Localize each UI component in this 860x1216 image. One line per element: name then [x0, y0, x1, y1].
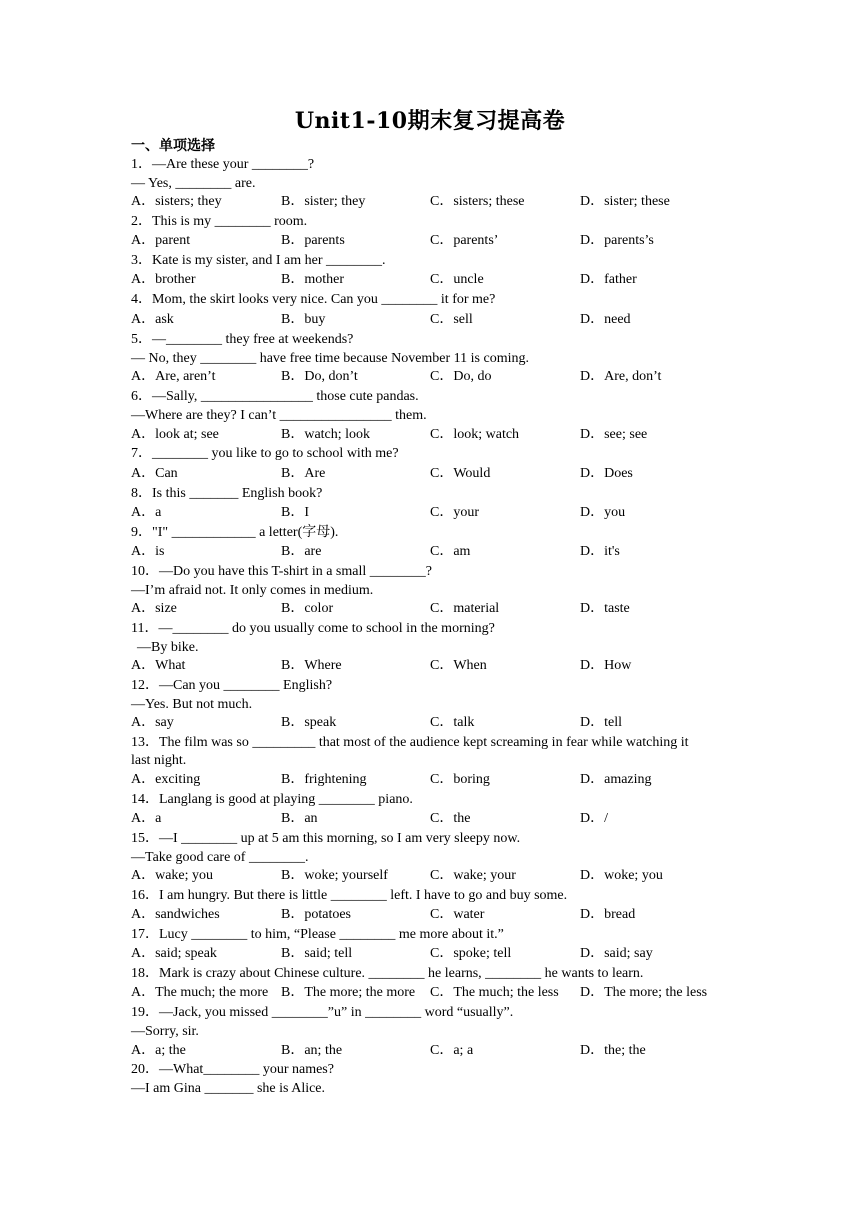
question-text: —Where are they? I can’t ________________ them. [131, 408, 427, 423]
question-text: 2．This is my ________ room. [131, 214, 308, 229]
answer-option: C．the [430, 811, 471, 826]
answer-option: A．exciting [131, 772, 201, 787]
answer-option: A．say [131, 715, 174, 730]
answer-option: B．speak [281, 715, 337, 730]
answer-option: A．is [131, 544, 165, 559]
answer-option: D．need [580, 312, 631, 327]
answer-option: B．buy [281, 312, 326, 327]
answer-option: B．color [281, 601, 334, 616]
answer-option: C．parents’ [430, 233, 499, 248]
answer-option: C．Do, do [430, 369, 492, 384]
question-text: 18．Mark is crazy about Chinese culture. ________ he learns, ________ he wants to learn. [131, 966, 644, 981]
answer-option: B．parents [281, 233, 345, 248]
answer-option: D．woke; you [580, 868, 663, 883]
question-text: 13．The film was so _________ that most of the audience kept screaming in fear while watching it [131, 735, 689, 750]
answer-option: A．What [131, 658, 186, 673]
answer-option: B．watch; look [281, 427, 371, 442]
answer-option: C．material [430, 601, 500, 616]
answer-option: C．wake; your [430, 868, 516, 883]
answer-option: D．father [580, 272, 637, 287]
answer-option: B．Do, don’t [281, 369, 358, 384]
answer-option: B．The more; the more [281, 985, 416, 1000]
question-text: 5．—________ they free at weekends? [131, 332, 354, 347]
question-text: 15．—I ________ up at 5 am this morning, so I am very sleepy now. [131, 831, 521, 846]
answer-option: D．How [580, 658, 632, 673]
answer-option: B．are [281, 544, 322, 559]
question-text: —Yes. But not much. [131, 697, 253, 712]
question-text: — No, they ________ have free time because November 11 is coming. [131, 351, 529, 366]
question-text: 10．—Do you have this T-shirt in a small ________? [131, 564, 432, 579]
answer-option: A．said; speak [131, 946, 217, 961]
question-text: 19．—Jack, you missed ________”u” in ________ word “usually”. [131, 1005, 514, 1020]
answer-option: C．talk [430, 715, 475, 730]
answer-option: D．parents’s [580, 233, 654, 248]
question-text: 17．Lucy ________ to him, “Please ________ me more about it.” [131, 927, 504, 942]
answer-option: B．Are [281, 466, 326, 481]
answer-option: D．said; say [580, 946, 653, 961]
answer-option: D．amazing [580, 772, 652, 787]
answer-option: C．look; watch [430, 427, 520, 442]
answer-option: B．potatoes [281, 907, 351, 922]
question-text: —By bike. [137, 640, 199, 655]
answer-option: B．said; tell [281, 946, 353, 961]
answer-option: C．uncle [430, 272, 484, 287]
answer-option: C．boring [430, 772, 490, 787]
answer-option: D．The more; the less [580, 985, 708, 1000]
answer-option: A．wake; you [131, 868, 214, 883]
answer-option: C．your [430, 505, 479, 520]
answer-option: D．taste [580, 601, 630, 616]
question-text: 3．Kate is my sister, and I am her ________. [131, 253, 386, 268]
answer-option: A．size [131, 601, 177, 616]
answer-option: D．/ [580, 811, 608, 826]
answer-option: C．spoke; tell [430, 946, 512, 961]
answer-option: C．water [430, 907, 485, 922]
answer-option: C．am [430, 544, 471, 559]
answer-option: C．sisters; these [430, 194, 525, 209]
answer-option: A．sisters; they [131, 194, 222, 209]
question-text: —I’m afraid not. It only comes in medium. [131, 583, 374, 598]
question-text: 20．—What________ your names? [131, 1062, 334, 1077]
question-text: —Sorry, sir. [131, 1024, 199, 1039]
question-text: 14．Langlang is good at playing ________ piano. [131, 792, 413, 807]
answer-option: D．it's [580, 544, 620, 559]
answer-option: C．When [430, 658, 487, 673]
answer-option: C．The much; the less [430, 985, 559, 1000]
answer-option: C．sell [430, 312, 473, 327]
answer-option: D．sister; these [580, 194, 670, 209]
answer-option: A．Are, aren’t [131, 369, 216, 384]
question-text: last night. [131, 753, 187, 768]
answer-option: D．tell [580, 715, 622, 730]
answer-option: D．Does [580, 466, 633, 481]
question-text: 7．________ you like to go to school with me? [131, 446, 399, 461]
answer-option: D．you [580, 505, 626, 520]
answer-option: A．a; the [131, 1043, 186, 1058]
answer-option: A．look at; see [131, 427, 219, 442]
question-text: 16．I am hungry. But there is little ________ left. I have to go and buy some. [131, 888, 568, 903]
question-text: 8．Is this _______ English book? [131, 486, 323, 501]
answer-option: A．The much; the more [131, 985, 269, 1000]
answer-option: A．a [131, 505, 162, 520]
answer-option: D．the; the [580, 1043, 646, 1058]
question-text: —Take good care of ________. [131, 850, 309, 865]
answer-option: B．an [281, 811, 318, 826]
question-text: 4．Mom, the skirt looks very nice. Can you ________ it for me? [131, 292, 496, 307]
answer-option: B．frightening [281, 772, 367, 787]
answer-option: A．Can [131, 466, 178, 481]
answer-option: D．see; see [580, 427, 648, 442]
page-title: Unit1-10期末复习提高卷 [294, 108, 566, 134]
answer-option: A．sandwiches [131, 907, 220, 922]
answer-option: A．a [131, 811, 162, 826]
answer-option: C．a; a [430, 1043, 474, 1058]
question-text: 11．—________ do you usually come to school in the morning? [131, 621, 495, 636]
question-text: —I am Gina _______ she is Alice. [131, 1081, 326, 1096]
answer-option: A．parent [131, 233, 191, 248]
answer-option: C．Would [430, 466, 491, 481]
answer-option: A．brother [131, 272, 196, 287]
question-text: 1．—Are these your ________? [131, 157, 315, 172]
question-text: 9．"I" ____________ a letter(字母). [131, 525, 339, 540]
answer-option: B．Where [281, 658, 342, 673]
answer-option: B．woke; yourself [281, 868, 388, 883]
question-text: 6．—Sally, ________________ those cute pandas. [131, 389, 419, 404]
answer-option: B．sister; they [281, 194, 366, 209]
answer-option: B．an; the [281, 1043, 343, 1058]
answer-option: B．I [281, 505, 309, 520]
answer-option: D．bread [580, 907, 636, 922]
question-text: — Yes, ________ are. [131, 176, 256, 191]
answer-option: A．ask [131, 312, 174, 327]
section-heading: 一、单项选择 [131, 138, 215, 154]
answer-option: B．mother [281, 272, 344, 287]
question-text: 12．—Can you ________ English? [131, 678, 333, 693]
answer-option: D．Are, don’t [580, 369, 662, 384]
